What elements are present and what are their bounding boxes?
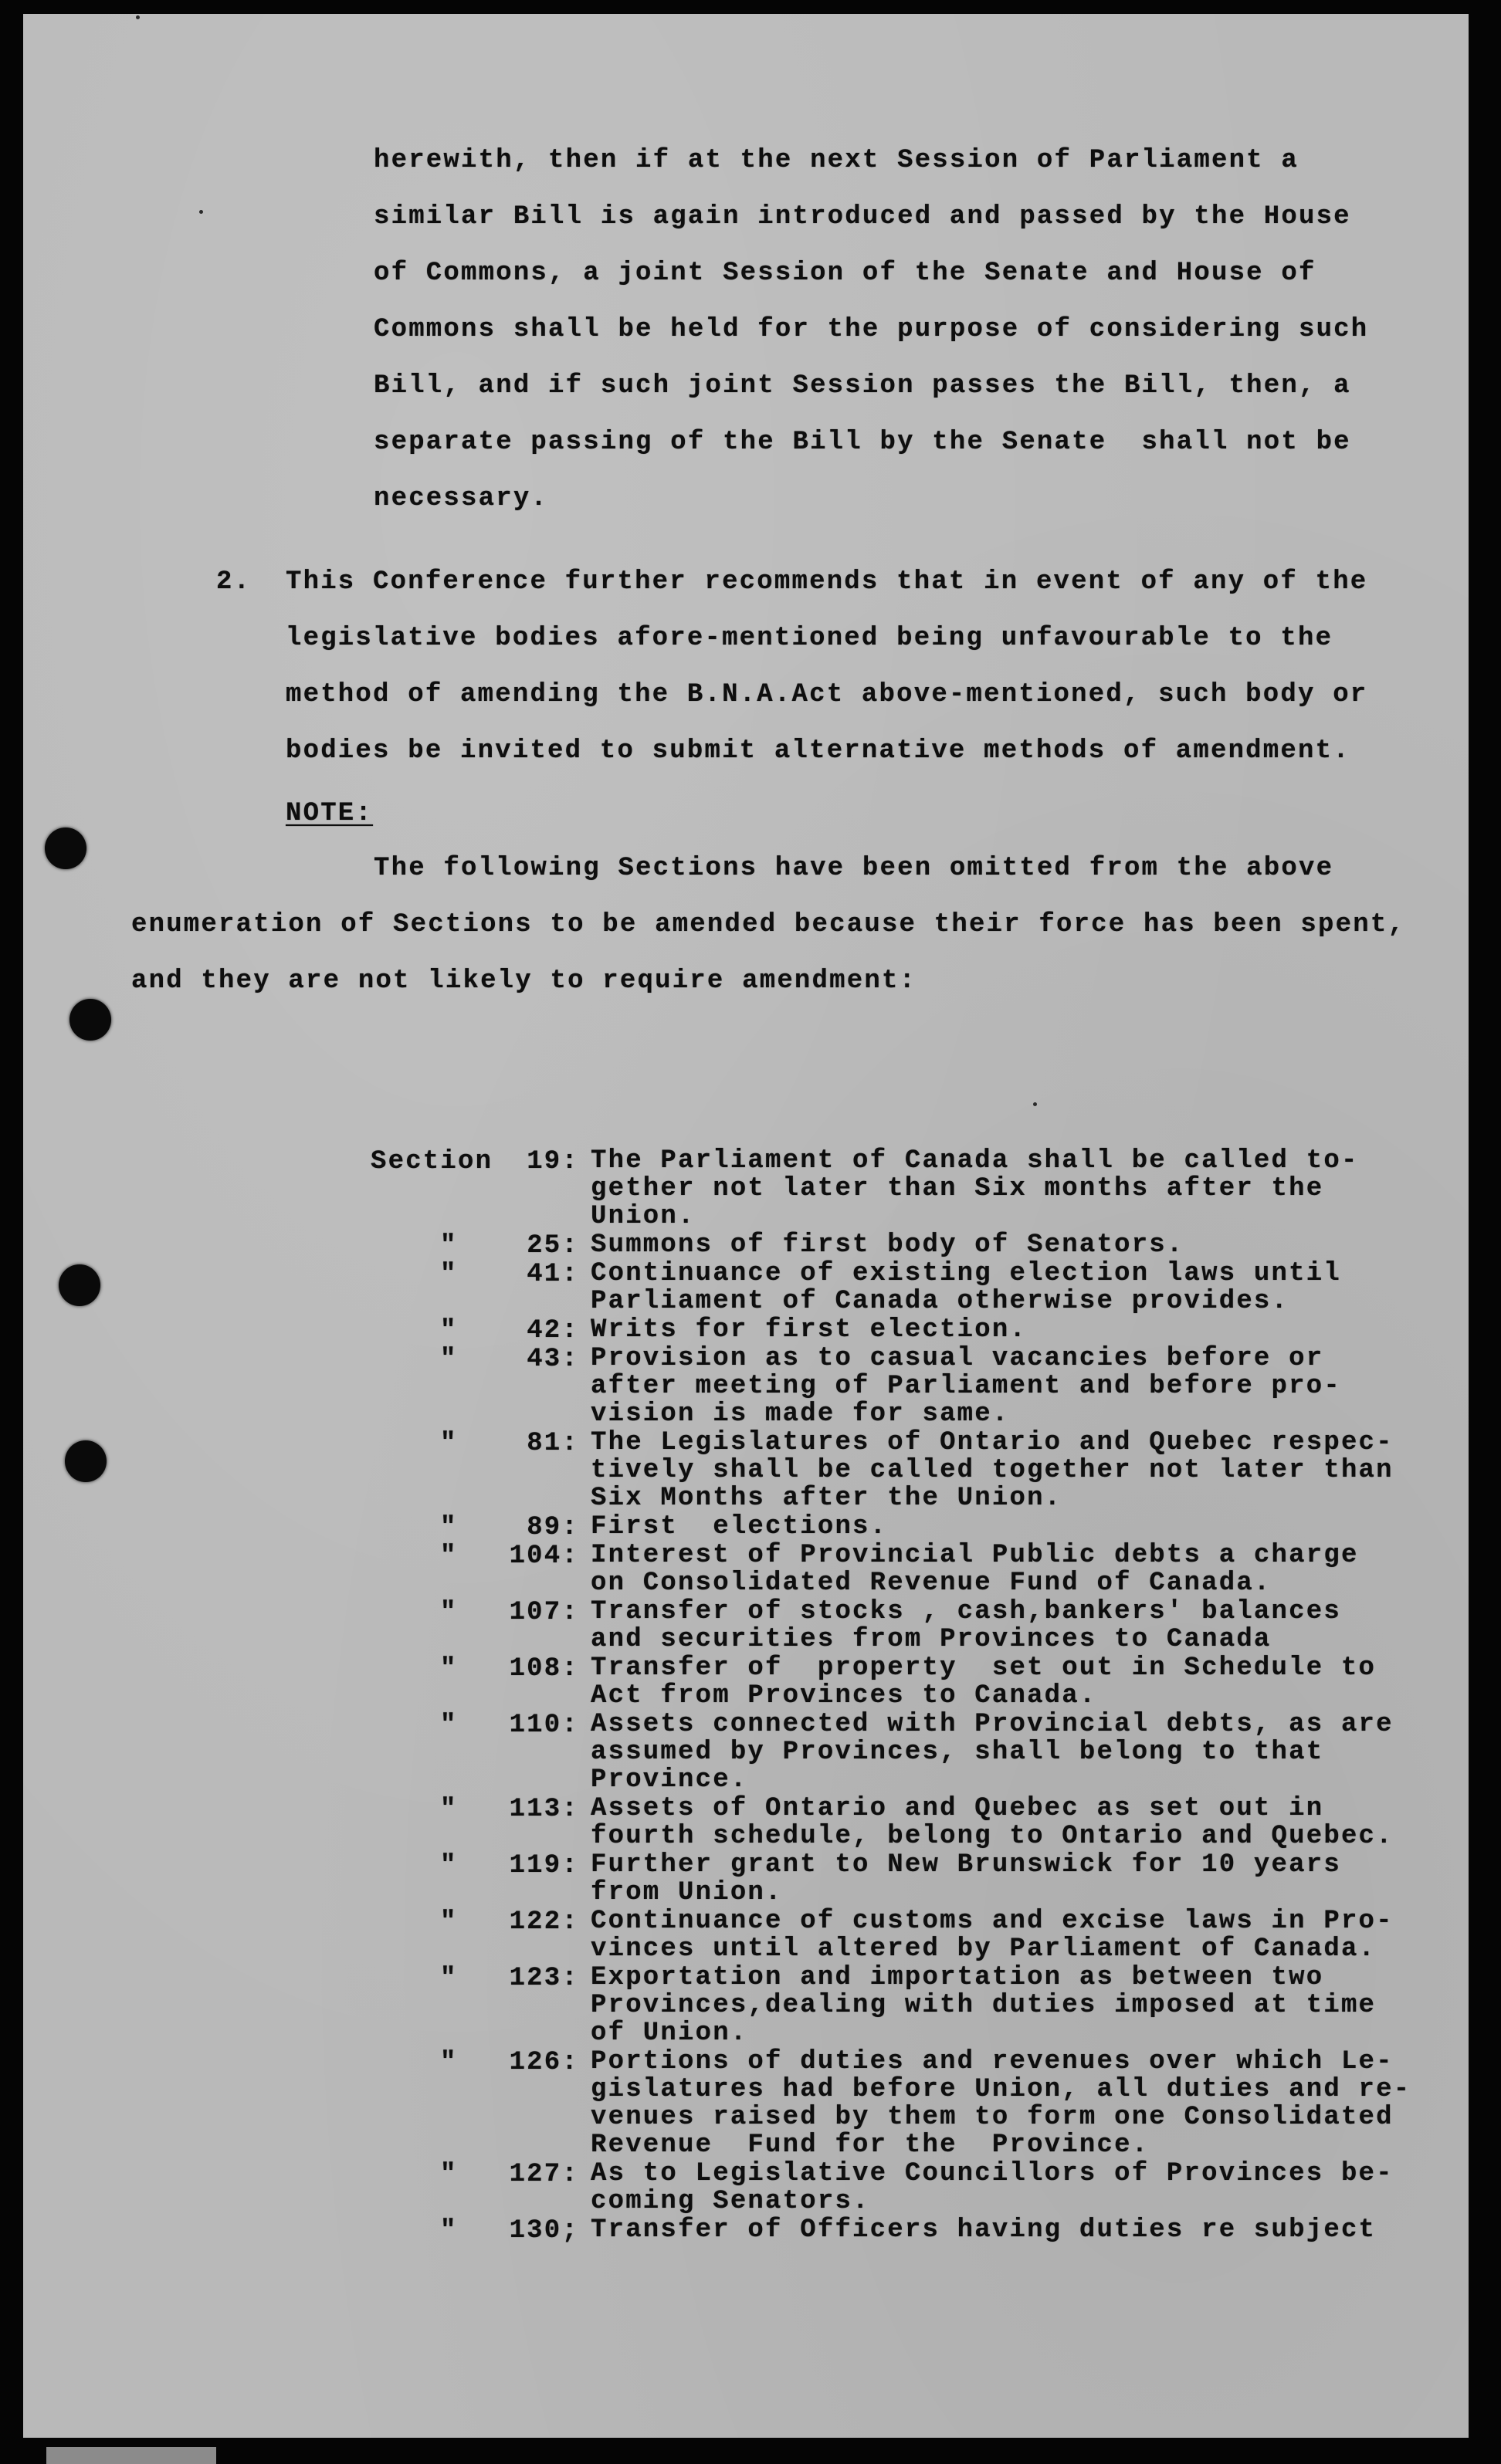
section-number: 25: xyxy=(527,1231,579,1261)
edge-tab xyxy=(46,2447,216,2464)
punch-hole xyxy=(45,828,86,869)
section-label: Section xyxy=(371,1147,493,1176)
section-description-line: coming Senators. xyxy=(591,2187,870,2216)
section-number: 89: xyxy=(527,1513,579,1542)
section-description-line: from Union. xyxy=(591,1878,783,1907)
ditto-mark: " xyxy=(440,1260,458,1289)
section-number: 127: xyxy=(509,2160,579,2189)
section-number: 19: xyxy=(527,1147,579,1176)
document-page xyxy=(23,14,1469,2438)
continuation-line: necessary. xyxy=(374,484,549,513)
section-description-line: vinces until altered by Parliament of Canada. xyxy=(591,1934,1377,1964)
section-description-line: Provinces,dealing with duties imposed at time xyxy=(591,1991,1377,2020)
item-line: This Conference further recommends that in event of any of the xyxy=(286,567,1368,597)
section-description-line: Exportation and importation as between two xyxy=(591,1963,1324,1992)
paper-speck xyxy=(1033,1102,1037,1106)
ditto-mark: " xyxy=(440,1513,458,1542)
ditto-mark: " xyxy=(440,1907,458,1937)
ditto-mark: " xyxy=(440,2160,458,2189)
section-description-line: Writs for first election. xyxy=(591,1315,1028,1345)
item-line: legislative bodies afore-mentioned being unfavourable to the xyxy=(286,624,1333,653)
ditto-mark: " xyxy=(440,1316,458,1345)
ditto-mark: " xyxy=(440,1429,458,1458)
section-description-line: venues raised by them to form one Consolidated xyxy=(591,2103,1394,2132)
ditto-mark: " xyxy=(440,1345,458,1374)
section-number: 123: xyxy=(509,1964,579,1993)
ditto-mark: " xyxy=(440,1654,458,1684)
section-description-line: after meeting of Parliament and before pro- xyxy=(591,1372,1341,1401)
section-description-line: gether not later than Six months after the xyxy=(591,1174,1324,1203)
section-description-line: First elections. xyxy=(591,1512,888,1542)
section-description-line: on Consolidated Revenue Fund of Canada. xyxy=(591,1569,1272,1598)
ditto-mark: " xyxy=(440,1964,458,1993)
section-description-line: tively shall be called together not later than xyxy=(591,1456,1394,1485)
section-description-line: Revenue Fund for the Province. xyxy=(591,2131,1150,2160)
section-description-line: gislatures had before Union, all duties and re- xyxy=(591,2075,1411,2104)
section-number: 81: xyxy=(527,1429,579,1458)
section-description-line: Province. xyxy=(591,1765,748,1795)
section-description-line: The Legislatures of Ontario and Quebec respec- xyxy=(591,1428,1394,1457)
section-description-line: Transfer of Officers having duties re subject xyxy=(591,2215,1377,2245)
ditto-mark: " xyxy=(440,1711,458,1740)
section-description-line: Continuance of existing election laws until xyxy=(591,1259,1341,1288)
item-line: method of amending the B.N.A.Act above-mentioned, such body or xyxy=(286,680,1368,709)
section-number: 43: xyxy=(527,1345,579,1374)
section-description-line: Portions of duties and revenues over which Le- xyxy=(591,2047,1394,2076)
section-description-line: Act from Provinces to Canada. xyxy=(591,1681,1097,1711)
section-number: 122: xyxy=(509,1907,579,1937)
continuation-line: of Commons, a joint Session of the Senate and House of xyxy=(374,259,1316,288)
punch-hole xyxy=(69,999,111,1041)
section-description-line: Transfer of property set out in Schedule to xyxy=(591,1653,1377,1683)
section-number: 107: xyxy=(509,1598,579,1627)
section-number: 126: xyxy=(509,2048,579,2077)
section-description-line: The Parliament of Canada shall be called to- xyxy=(591,1146,1359,1176)
continuation-line: separate passing of the Bill by the Senate shall not be xyxy=(374,428,1351,457)
section-number: 42: xyxy=(527,1316,579,1345)
section-description-line: Summons of first body of Senators. xyxy=(591,1230,1184,1260)
note-line: enumeration of Sections to be amended because their force has been spent, xyxy=(131,910,1406,939)
ditto-mark: " xyxy=(440,1851,458,1880)
continuation-line: Bill, and if such joint Session passes the Bill, then, a xyxy=(374,371,1351,401)
section-number: 108: xyxy=(509,1654,579,1684)
section-number: 119: xyxy=(509,1851,579,1880)
punch-hole xyxy=(59,1264,100,1306)
section-description-line: of Union. xyxy=(591,2019,748,2048)
section-description-line: assumed by Provinces, shall belong to that xyxy=(591,1738,1324,1767)
section-description-line: Interest of Provincial Public debts a charge xyxy=(591,1541,1359,1570)
item-line: bodies be invited to submit alternative methods of amendment. xyxy=(286,736,1350,766)
section-description-line: Further grant to New Brunswick for 10 years xyxy=(591,1850,1341,1880)
ditto-mark: " xyxy=(440,2048,458,2077)
continuation-line: Commons shall be held for the purpose of considering such xyxy=(374,315,1369,344)
section-description-line: vision is made for same. xyxy=(591,1400,1010,1429)
punch-hole xyxy=(65,1440,107,1482)
note-line: and they are not likely to require amendment: xyxy=(131,966,917,996)
section-description-line: Parliament of Canada otherwise provides. xyxy=(591,1287,1289,1316)
ditto-mark: " xyxy=(440,1598,458,1627)
section-description-line: Assets connected with Provincial debts, as are xyxy=(591,1710,1394,1739)
section-number: 41: xyxy=(527,1260,579,1289)
section-description-line: Continuance of customs and excise laws in Pro- xyxy=(591,1907,1394,1936)
section-number: 110: xyxy=(509,1711,579,1740)
ditto-mark: " xyxy=(440,1795,458,1824)
note-heading: NOTE: xyxy=(286,799,374,828)
section-description-line: and securities from Provinces to Canada xyxy=(591,1625,1272,1654)
ditto-mark: " xyxy=(440,1542,458,1571)
section-number: 130; xyxy=(509,2216,579,2246)
paper-speck xyxy=(136,15,140,19)
section-number: 104: xyxy=(509,1542,579,1571)
item-number: 2. xyxy=(216,567,252,597)
note-line: The following Sections have been omitted from the above xyxy=(374,854,1334,883)
continuation-line: similar Bill is again introduced and passed by the House xyxy=(374,202,1351,232)
section-description-line: Provision as to casual vacancies before or xyxy=(591,1344,1324,1373)
ditto-mark: " xyxy=(440,1231,458,1261)
section-description-line: Transfer of stocks , cash,bankers' balances xyxy=(591,1597,1341,1626)
section-description-line: Six Months after the Union. xyxy=(591,1484,1062,1513)
section-description-line: fourth schedule, belong to Ontario and Quebec. xyxy=(591,1822,1394,1851)
section-number: 113: xyxy=(509,1795,579,1824)
section-description-line: As to Legislative Councillors of Provinces be- xyxy=(591,2159,1394,2188)
ditto-mark: " xyxy=(440,2216,458,2246)
paper-speck xyxy=(199,210,203,214)
section-description-line: Assets of Ontario and Quebec as set out in xyxy=(591,1794,1324,1823)
section-description-line: Union. xyxy=(591,1202,696,1231)
continuation-line: herewith, then if at the next Session of Parliament a xyxy=(374,146,1299,175)
